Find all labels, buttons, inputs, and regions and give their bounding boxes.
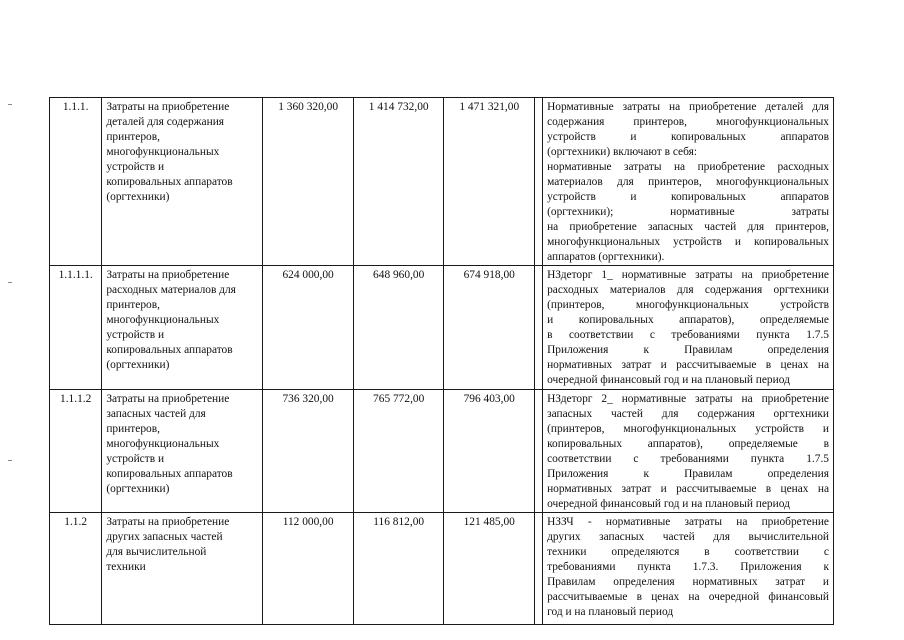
description-line: (принтеров, многофункциональных устройств и bbox=[547, 423, 829, 435]
name-line: запасных частей для bbox=[106, 408, 206, 420]
description-line: Приложения к Правилам определения bbox=[547, 344, 829, 356]
margin-mark bbox=[8, 460, 12, 461]
name-line: Затраты на приобретение bbox=[106, 101, 230, 113]
description-line: расходных материалов для содержания оргтехники bbox=[547, 284, 829, 296]
name-line: (оргтехники) bbox=[106, 359, 170, 371]
description-line: очередной финансовый год и на плановый период bbox=[547, 374, 790, 386]
description-line: рассчитываемые в ценах на очередной финансовый bbox=[547, 591, 829, 603]
description-line: устройств и копировальных аппаратов bbox=[547, 191, 829, 203]
value-year-2: 1 414 732,00 bbox=[353, 98, 444, 266]
value-year-3: 674 918,00 bbox=[444, 266, 535, 390]
name-line: расходных материалов для bbox=[106, 284, 236, 296]
value-year-1: 736 320,00 bbox=[263, 390, 354, 513]
row-description bbox=[543, 513, 834, 625]
description-line: аппаратов (оргтехники). bbox=[547, 251, 665, 263]
name-line: (оргтехники) bbox=[106, 191, 170, 203]
row-code: 1.1.1.2 bbox=[50, 390, 102, 513]
description-line: других запасных частей для вычислительной bbox=[547, 531, 829, 543]
value-year-3: 1 471 321,00 bbox=[444, 98, 535, 266]
description-line: материалов для принтеров, многофункциональных bbox=[547, 176, 829, 188]
table-row bbox=[50, 390, 834, 513]
value-year-3: 121 485,00 bbox=[444, 513, 535, 625]
name-line: принтеров, bbox=[106, 299, 160, 311]
name-line: деталей для содержания bbox=[106, 116, 225, 128]
description-line: нормативные затраты на приобретение расходных bbox=[547, 161, 829, 173]
description-line: нормативных затрат и рассчитываемые в ценах на bbox=[547, 483, 829, 495]
value-year-2: 648 960,00 bbox=[353, 266, 444, 390]
name-line: копировальных аппаратов bbox=[106, 468, 233, 480]
row-description bbox=[543, 266, 834, 390]
budget-table bbox=[49, 97, 834, 625]
description-line: (принтеров, многофункциональных устройств bbox=[547, 299, 829, 311]
description-line: требованиями пункта 1.7.3. Приложения к bbox=[547, 561, 829, 573]
name-line: копировальных аппаратов bbox=[106, 176, 233, 188]
name-line: копировальных аппаратов bbox=[106, 344, 233, 356]
description-line: (оргтехники) включают в себя: bbox=[547, 146, 698, 158]
name-line: многофункциональных bbox=[106, 438, 220, 450]
name-line: (оргтехники) bbox=[106, 483, 170, 495]
table-row bbox=[50, 513, 834, 625]
name-line: устройств и bbox=[106, 329, 165, 341]
table-row bbox=[50, 98, 834, 266]
description-line: многофункциональных устройств и копировальных bbox=[547, 236, 829, 248]
description-line: НЗЗЧ - нормативные затраты на приобретение bbox=[547, 516, 829, 528]
name-line: Затраты на приобретение bbox=[106, 393, 230, 405]
empty-cell bbox=[535, 390, 543, 513]
description-line: техники определяются в соответствии с bbox=[547, 546, 829, 558]
name-line: других запасных частей bbox=[106, 531, 223, 543]
name-line: устройств и bbox=[106, 161, 165, 173]
name-line: устройств и bbox=[106, 453, 165, 465]
description-line: НЗдеторг 1_ нормативные затраты на приобретение bbox=[547, 269, 829, 281]
description-line: в соответствии с требованиями пункта 1.7.5 bbox=[547, 329, 829, 341]
empty-cell bbox=[535, 98, 543, 266]
empty-cell bbox=[535, 266, 543, 390]
value-year-2: 765 772,00 bbox=[353, 390, 444, 513]
description-line: Приложения к Правилам определения bbox=[547, 468, 829, 480]
table-row bbox=[50, 266, 834, 390]
description-line: содержания принтеров, многофункциональных bbox=[547, 116, 829, 128]
description-line: нормативных затрат и рассчитываемые в ценах на bbox=[547, 359, 829, 371]
description-line: год и на плановый период bbox=[547, 606, 674, 618]
description-line: очередной финансовый год и на плановый период bbox=[547, 498, 790, 510]
name-line: Затраты на приобретение bbox=[106, 269, 230, 281]
description-line: на приобретение запасных частей для принтеров, bbox=[547, 221, 829, 233]
name-line: многофункциональных bbox=[106, 146, 220, 158]
row-description bbox=[543, 98, 834, 266]
name-line: для вычислительной bbox=[106, 546, 207, 558]
row-name bbox=[102, 513, 263, 625]
row-code: 1.1.1.1. bbox=[50, 266, 102, 390]
value-year-3: 796 403,00 bbox=[444, 390, 535, 513]
name-line: многофункциональных bbox=[106, 314, 220, 326]
description-line: и копировальных аппаратов), определяемые bbox=[547, 314, 829, 326]
empty-cell bbox=[535, 513, 543, 625]
row-name bbox=[102, 390, 263, 513]
description-line: НЗдеторг 2_ нормативные затраты на приобретение bbox=[547, 393, 829, 405]
value-year-2: 116 812,00 bbox=[353, 513, 444, 625]
description-line: (оргтехники); нормативные затраты bbox=[547, 206, 829, 218]
row-code: 1.1.1. bbox=[50, 98, 102, 266]
name-line: принтеров, bbox=[106, 131, 160, 143]
margin-mark bbox=[8, 104, 12, 105]
name-line: Затраты на приобретение bbox=[106, 516, 230, 528]
row-name bbox=[102, 266, 263, 390]
description-line: копировальных аппаратов), определяемые в bbox=[547, 438, 829, 450]
value-year-1: 112 000,00 bbox=[263, 513, 354, 625]
margin-mark bbox=[8, 282, 12, 283]
description-line: Нормативные затраты на приобретение деталей для bbox=[547, 101, 829, 113]
description-line: Правилам определения нормативных затрат и bbox=[547, 576, 829, 588]
name-line: принтеров, bbox=[106, 423, 160, 435]
description-line: запасных частей для содержания оргтехники bbox=[547, 408, 829, 420]
value-year-1: 1 360 320,00 bbox=[263, 98, 354, 266]
name-line: техники bbox=[106, 561, 146, 573]
row-name bbox=[102, 98, 263, 266]
row-description bbox=[543, 390, 834, 513]
description-line: соответствии с требованиями пункта 1.7.5 bbox=[547, 453, 829, 465]
value-year-1: 624 000,00 bbox=[263, 266, 354, 390]
row-code: 1.1.2 bbox=[50, 513, 102, 625]
description-line: устройств и копировальных аппаратов bbox=[547, 131, 829, 143]
